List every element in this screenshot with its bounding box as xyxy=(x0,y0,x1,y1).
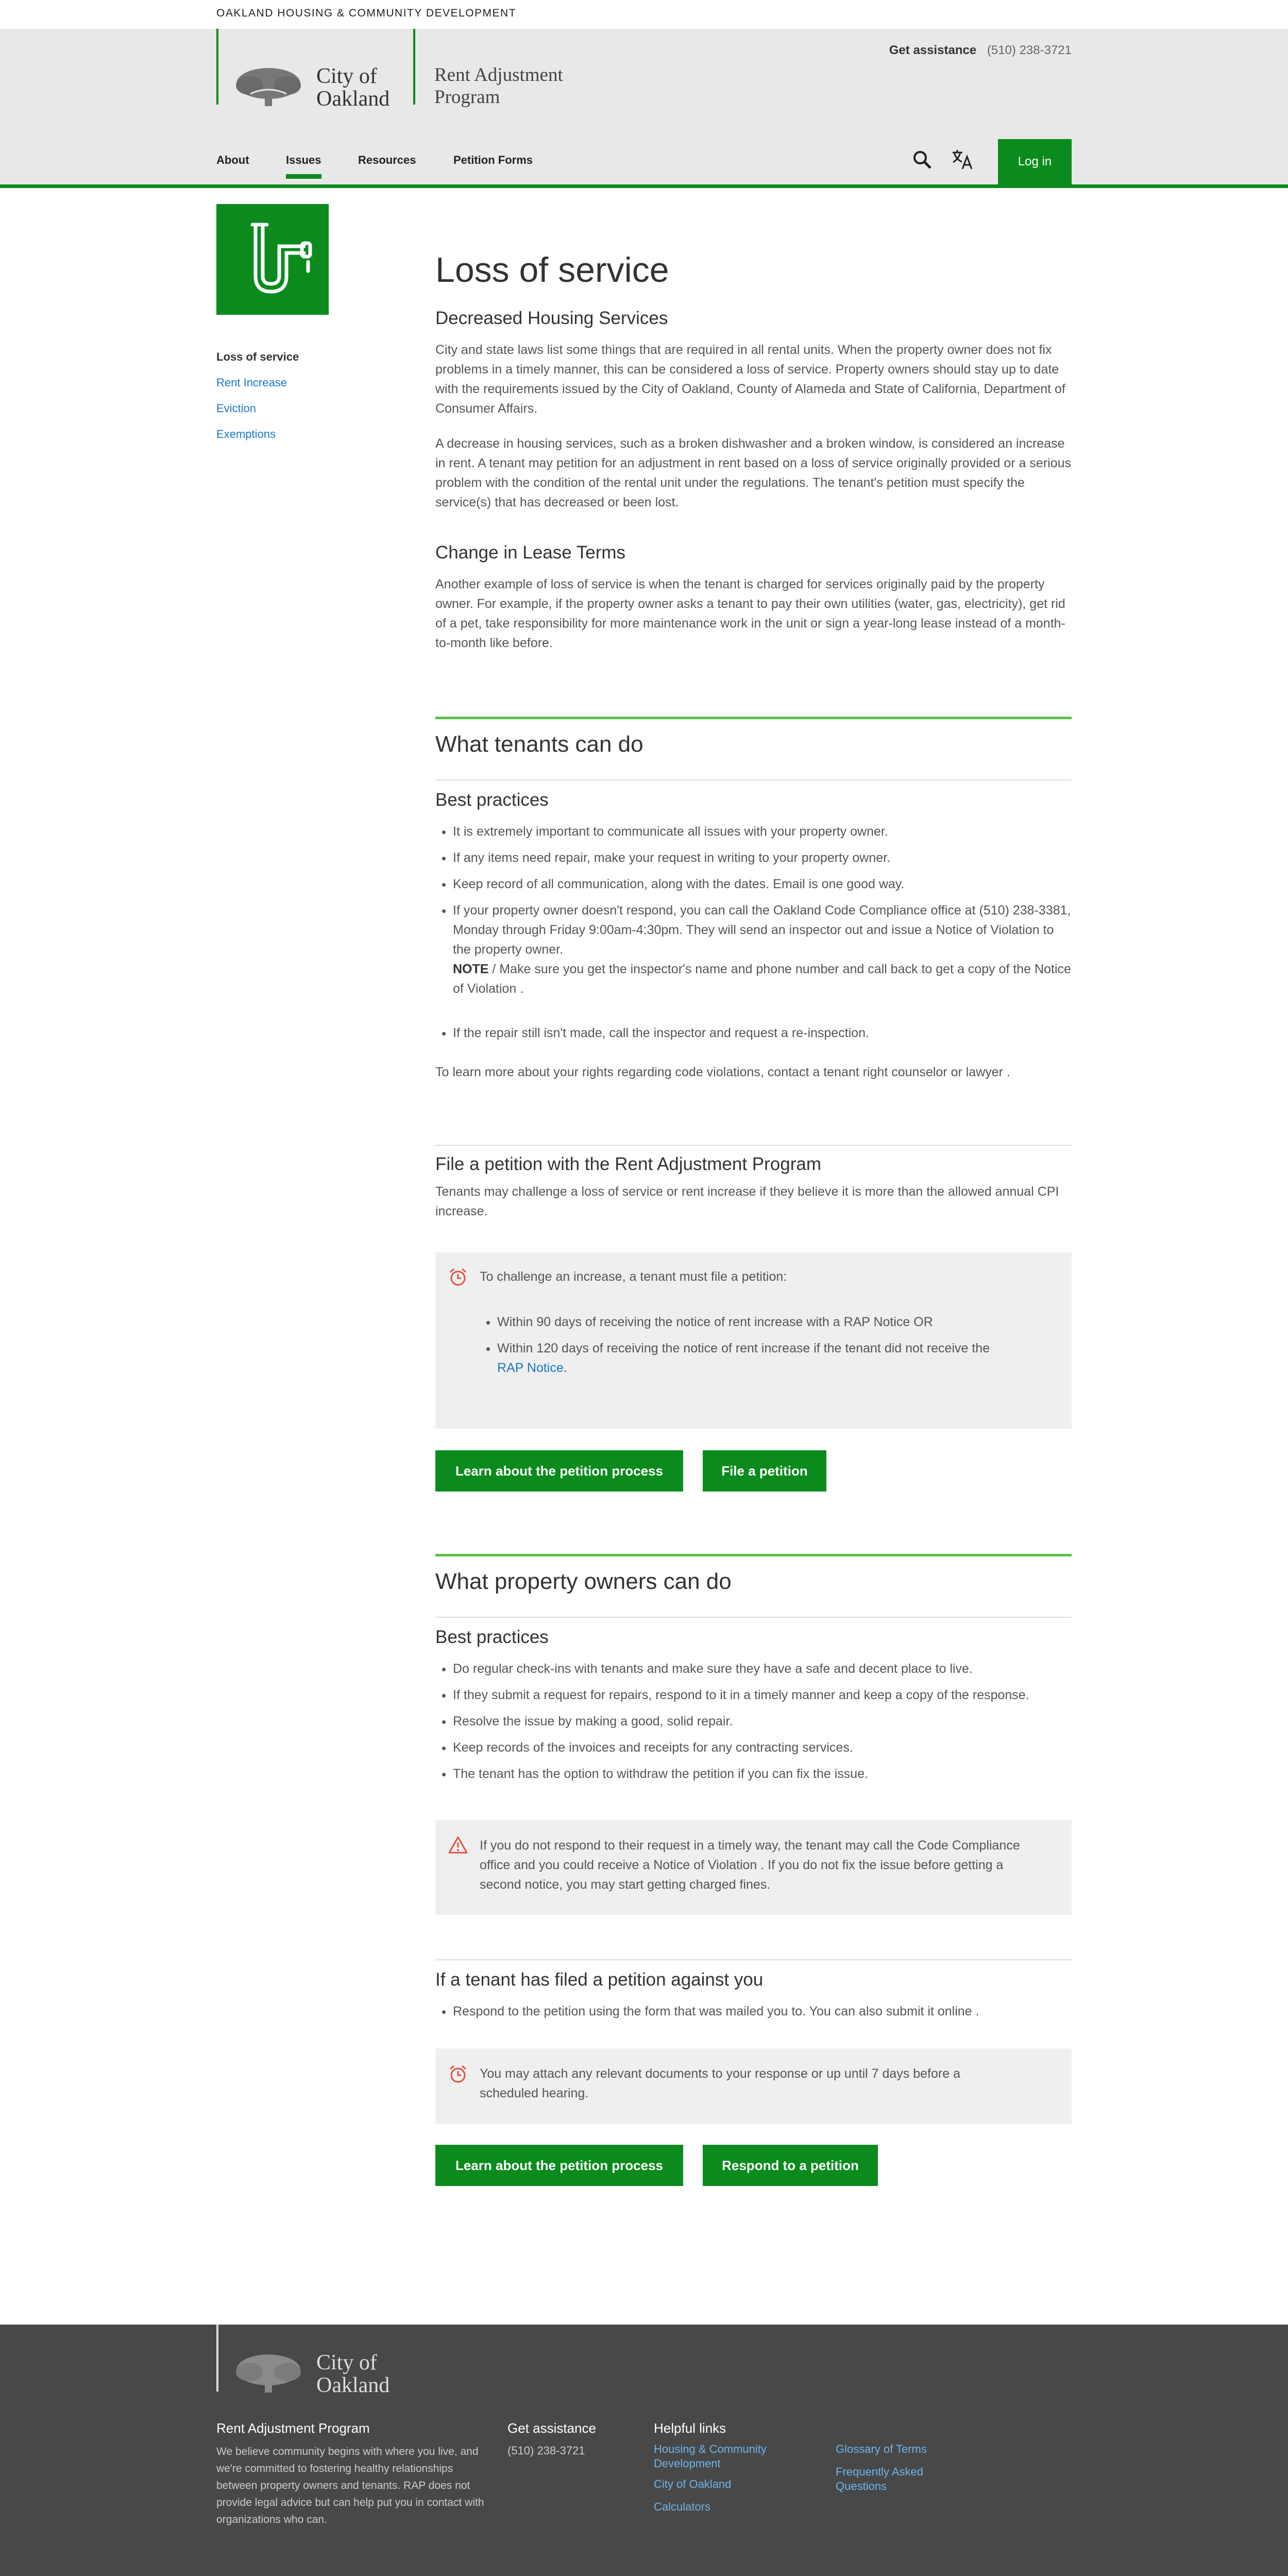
sidebar-item-rent-increase[interactable]: Rent Increase xyxy=(216,376,287,389)
page-title: Loss of service xyxy=(435,250,669,290)
list-item: • Resolve the issue by making a good, solid repair. xyxy=(453,1711,1072,1731)
top-strip xyxy=(0,0,1288,29)
lease-terms-section xyxy=(435,543,1072,653)
divider xyxy=(435,1617,1072,1618)
nav-petition-forms[interactable]: Petition Forms xyxy=(453,154,533,166)
tenants-heading-wrap xyxy=(435,732,1072,757)
list-item: • Do regular check-ins with tenants and make sure they have a safe and decent place to live. xyxy=(453,1659,1072,1679)
program-name xyxy=(434,64,563,108)
section-heading: Decreased Housing Services xyxy=(435,308,668,328)
list-item: • If any items need repair, make your request in writing to your property owner. xyxy=(453,848,1072,868)
decreased-services-section xyxy=(435,308,1072,512)
paragraph: A decrease in housing services, such as a broken dishwasher and a broken window, is considered an increase in rent. A tenant may petition for an adjustment in rent based on a loss of service originally provided or a serious problem with the condition of the rental unit under the regulations. The tenant's petition must specify the service(s) that has decreased or been lost. xyxy=(435,436,1072,510)
alarm-clock-icon xyxy=(448,1267,468,1287)
owners-best-practices xyxy=(435,1627,1072,1790)
list-item: • It is extremely important to communicate all issues with your property owner. xyxy=(453,822,1072,841)
login-button[interactable]: Log in xyxy=(998,139,1072,184)
city-name-line2: Oakland xyxy=(316,87,390,111)
assist-phone[interactable]: (510) 238-3721 xyxy=(987,43,1072,57)
warning-triangle-icon xyxy=(448,1836,468,1854)
documents-callout-text: You may attach any relevant documents to your response or up until 7 days before a scheduled hearing. xyxy=(480,2066,960,2100)
learn-petition-process-button[interactable]: Learn about the petition process xyxy=(435,1450,683,1492)
warning-text: If you do not respond to their request in a timely way, the tenant may call the Code Compliance office and you could receive a Notice of Violation . If you do not fix the issue before getting a second notice, you may start getting charged fines. xyxy=(480,1838,1020,1892)
nav-resources[interactable]: Resources xyxy=(358,154,416,166)
pipe-faucet-icon xyxy=(216,204,329,315)
tenants-best-practices xyxy=(435,790,1072,1082)
respond-petition-button[interactable]: Respond to a petition xyxy=(703,2145,878,2186)
warning-callout xyxy=(435,1820,1072,1915)
oak-tree-logo-icon xyxy=(235,2351,302,2394)
tenants-heading: What tenants can do xyxy=(435,732,643,757)
best-practices-list xyxy=(435,822,1072,1043)
section-divider xyxy=(435,717,1072,719)
paragraph: Tenants may challenge a loss of service or rent increase if they believe it is more than the allowed annual CPI increase. xyxy=(435,1184,1059,1218)
punctuation: . xyxy=(563,1361,567,1375)
section-heading: Change in Lease Terms xyxy=(435,543,626,563)
owners-heading-wrap xyxy=(435,1569,1072,1595)
issue-tile xyxy=(216,204,329,315)
list-item: • If the repair still isn't made, call the inspector and request a re-inspection. xyxy=(453,1023,1072,1043)
list-item-text: If your property owner doesn't respond, you can call the Oakland Code Compliance office at (510) 238-3381, Monday through Friday 9:00am-4:30pm. They will send an inspector out and issue a Notice of Violation to the property owner. xyxy=(453,903,1071,957)
alarm-clock-icon xyxy=(448,2064,468,2084)
list-item: • Keep record of all communication, along with the dates. Email is one good way. xyxy=(453,874,1072,894)
sidebar-item-exemptions[interactable]: Exemptions xyxy=(216,428,276,440)
best-practices-heading: Best practices xyxy=(435,790,549,810)
divider xyxy=(435,779,1072,781)
best-practices-list xyxy=(435,1659,1072,1784)
footer-link-calculators[interactable]: Calculators xyxy=(654,2500,711,2513)
list-item: • Within 90 days of receiving the notice of rent increase with a RAP Notice OR xyxy=(497,1312,1054,1332)
list-item xyxy=(497,1338,1054,1378)
callout-text: To challenge an increase, a tenant must file a petition: xyxy=(480,1269,787,1284)
paragraph: City and state laws list some things that are required in all rental units. When the property owner does not fix problems in a timely manner, this can be considered a loss of service. Property owners should stay up to date with the requirements issued by the City of Oakland, County of Alameda and State of California, Department of Consumer Affairs. xyxy=(435,343,1065,416)
program-name-line2: Program xyxy=(434,87,500,108)
footer-link-city[interactable]: City of Oakland xyxy=(654,2478,732,2490)
city-logo-link[interactable] xyxy=(235,65,400,111)
file-petition-section xyxy=(435,1154,1072,1221)
intro-section xyxy=(435,250,1072,290)
file-petition-button[interactable]: File a petition xyxy=(703,1450,826,1492)
documents-callout xyxy=(435,2048,1072,2124)
list-item: • Keep records of the invoices and receipts for any contracting services. xyxy=(453,1738,1072,1757)
assist-label: Get assistance xyxy=(889,43,977,57)
list-item: • The tenant has the option to withdraw the petition if you can fix the issue. xyxy=(453,1764,1072,1784)
footer-assist-heading: Get assistance xyxy=(507,2420,596,2436)
petition-deadline-callout xyxy=(435,1252,1072,1429)
tenant-filed-list xyxy=(435,2002,1072,2021)
footer-link-faq[interactable]: Frequently Asked Questions xyxy=(836,2465,923,2493)
paragraph: Another example of loss of service is when the tenant is charged for services originally paid by the property owner. For example, if the property owner asks a tenant to pay their own utilities (water, gas, electricity), get rid of a pet, take responsibility for more maintenance work in the unit or sign a year-long lease instead of a month-to-month like before. xyxy=(435,577,1065,650)
nav-about[interactable]: About xyxy=(216,154,249,166)
program-name-line1: Rent Adjustment xyxy=(434,64,563,86)
footer-city-logo-link[interactable] xyxy=(235,2351,400,2398)
tenant-filed-section xyxy=(435,1970,1072,2028)
divider xyxy=(435,1145,1072,1146)
translate-icon[interactable] xyxy=(951,148,974,171)
footer-divider xyxy=(216,2325,218,2392)
best-practices-heading: Best practices xyxy=(435,1627,549,1647)
site-footer xyxy=(0,2325,1288,2576)
footer-rap-heading: Rent Adjustment Program xyxy=(216,2420,370,2436)
file-petition-heading: File a petition with the Rent Adjustment Program xyxy=(435,1154,821,1174)
footer-link-glossary[interactable]: Glossary of Terms xyxy=(836,2443,927,2455)
tenant-filed-heading: If a tenant has filed a petition against you xyxy=(435,1970,764,1990)
footer-city-line1: City of xyxy=(316,2351,377,2375)
learn-petition-process-button[interactable]: Learn about the petition process xyxy=(435,2145,683,2186)
footer-rap-text: We believe community begins with where you live, and we're committed to fostering healthy relationships between property owners and tenants. RAP does not provide legal advice but can help put you in contact with organizations who can. xyxy=(216,2446,484,2526)
divider xyxy=(435,1959,1072,1960)
org-title: OAKLAND HOUSING & COMMUNITY DEVELOPMENT xyxy=(216,7,517,19)
search-icon[interactable] xyxy=(912,149,933,170)
note-text: / Make sure you get the inspector's name and phone number and call back to get a copy of the Notice of Violation . xyxy=(453,962,1071,996)
note-label: NOTE xyxy=(453,962,489,976)
footer-link-housing[interactable]: Housing & Community Development xyxy=(654,2443,767,2470)
rap-notice-link[interactable]: RAP Notice xyxy=(497,1361,564,1375)
learn-more-text: To learn more about your rights regarding code violations, contact a tenant right counselor or lawyer . xyxy=(435,1065,1010,1079)
nav-issues[interactable]: Issues xyxy=(286,154,321,179)
owners-heading: What property owners can do xyxy=(435,1569,732,1594)
sidebar-item-loss-of-service[interactable]: Loss of service xyxy=(216,350,299,363)
list-item xyxy=(453,901,1072,998)
footer-links-heading: Helpful links xyxy=(654,2420,726,2436)
header-divider-2 xyxy=(413,29,415,105)
header-assistance xyxy=(889,43,1072,58)
site-header xyxy=(0,29,1288,188)
oak-tree-logo-icon xyxy=(235,65,302,107)
section-divider xyxy=(435,1554,1072,1556)
footer-city-line2: Oakland xyxy=(316,2374,390,2397)
deadline-list xyxy=(480,1312,1054,1384)
header-divider xyxy=(216,29,218,105)
list-item: • Respond to the petition using the form that was mailed you to. You can also submit it online . xyxy=(453,2002,1072,2021)
footer-assist-phone[interactable]: (510) 238-3721 xyxy=(507,2444,585,2457)
city-name-line1: City of xyxy=(316,64,377,88)
list-item: • If they submit a request for repairs, respond to it in a timely manner and keep a copy of the response. xyxy=(453,1685,1072,1705)
list-item-text: Within 120 days of receiving the notice of rent increase if the tenant did not receive the xyxy=(497,1341,990,1355)
sidebar-item-eviction[interactable]: Eviction xyxy=(216,402,257,415)
